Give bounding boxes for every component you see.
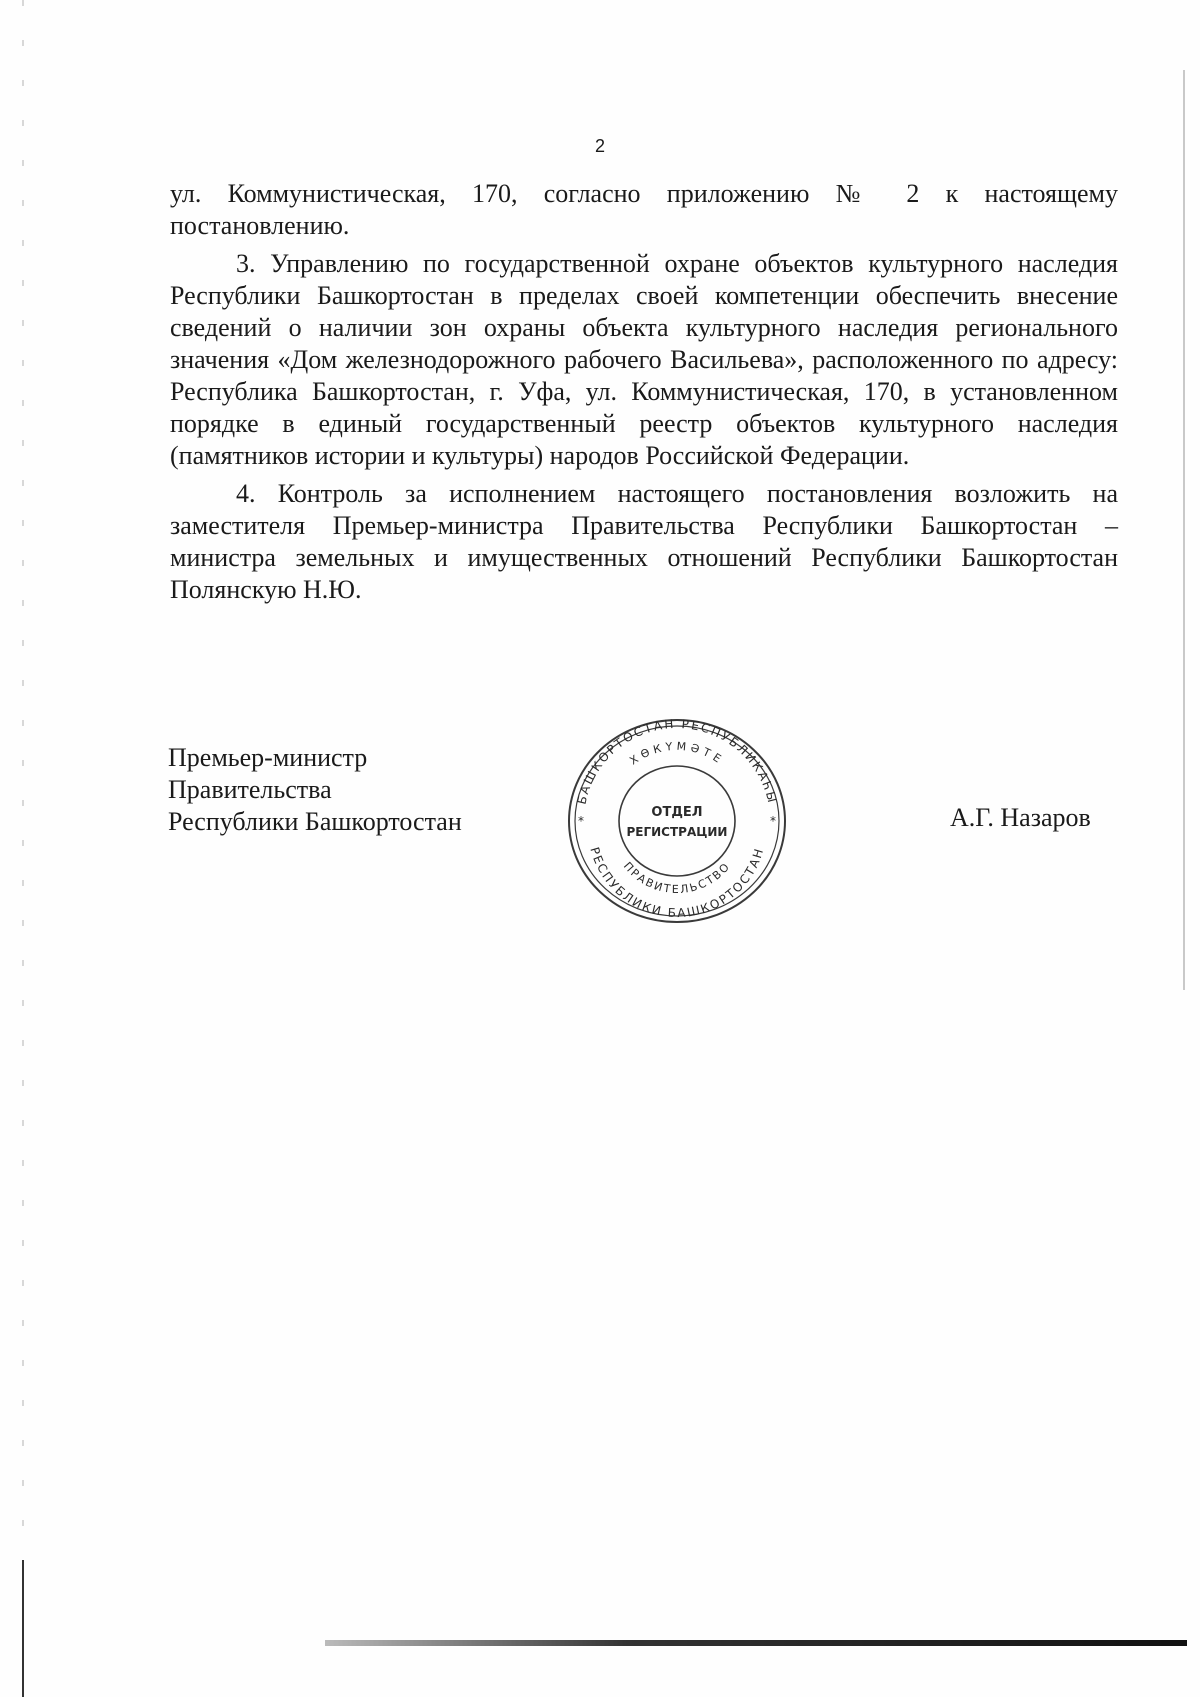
scan-edge-bottom	[325, 1640, 1187, 1646]
signer-name: А.Г. Назаров	[950, 803, 1091, 832]
scan-edge-left-bottom	[22, 1560, 24, 1697]
stamp-center-line2: РЕГИСТРАЦИИ	[626, 825, 728, 839]
stamp-inner-bottom-text: ПРАВИТЕЛЬСТВО	[620, 859, 734, 897]
scan-edge-left	[22, 0, 24, 1697]
signer-position-line: Премьер-министр	[168, 743, 368, 772]
stamp-star-icon: *	[770, 814, 776, 828]
stamp-star-icon: *	[578, 814, 584, 828]
stamp-seal-graphic	[562, 714, 792, 928]
paragraph-continuation: ул. Коммунистическая, 170, согласно приложению № 2 к настоящему постановлению.	[170, 179, 1118, 240]
document-body	[170, 178, 1118, 612]
scan-edge-right	[1183, 70, 1185, 990]
stamp-outer-bottom-text: РЕСПУБЛИКИ БАШКОРТОСТАН	[587, 845, 767, 921]
signer-position	[168, 742, 462, 838]
paragraph-item-3: 3. Управлению по государственной охране объектов культурного наследия Республики Башкортостан в пределах своей компетенции обеспечить внесение сведений о наличии зон охраны объекта культурного наследия регионального значения «Дом железнодорожного рабочего Васильева», расположенного по адресу: Республика Башкортостан, г. Уфа, ул. Коммунистическая, 170, в установленном порядке в единый государственный реестр объектов культурного наследия (памятников истории и культуры) народов Российской Федерации.	[170, 249, 1118, 470]
stamp-center-line1: ОТДЕЛ	[651, 805, 703, 820]
stamp-inner-top-text: ХӨКҮМӘТЕ	[627, 739, 727, 768]
signer-position-line: Правительства	[168, 775, 332, 804]
stamp-outer-top-text: БАШКОРТОСТАН РЕСПУБЛИКАҺЫ	[574, 716, 780, 806]
registration-stamp	[562, 714, 792, 928]
page-number: 2	[594, 136, 605, 156]
signer-position-line: Республики Башкортостан	[168, 807, 462, 836]
paragraph-item-4: 4. Контроль за исполнением настоящего постановления возложить на заместителя Премьер-министра Правительства Республики Башкортостан – министра земельных и имущественных отношений Республики Башкортостан Полянскую Н.Ю.	[170, 479, 1118, 604]
